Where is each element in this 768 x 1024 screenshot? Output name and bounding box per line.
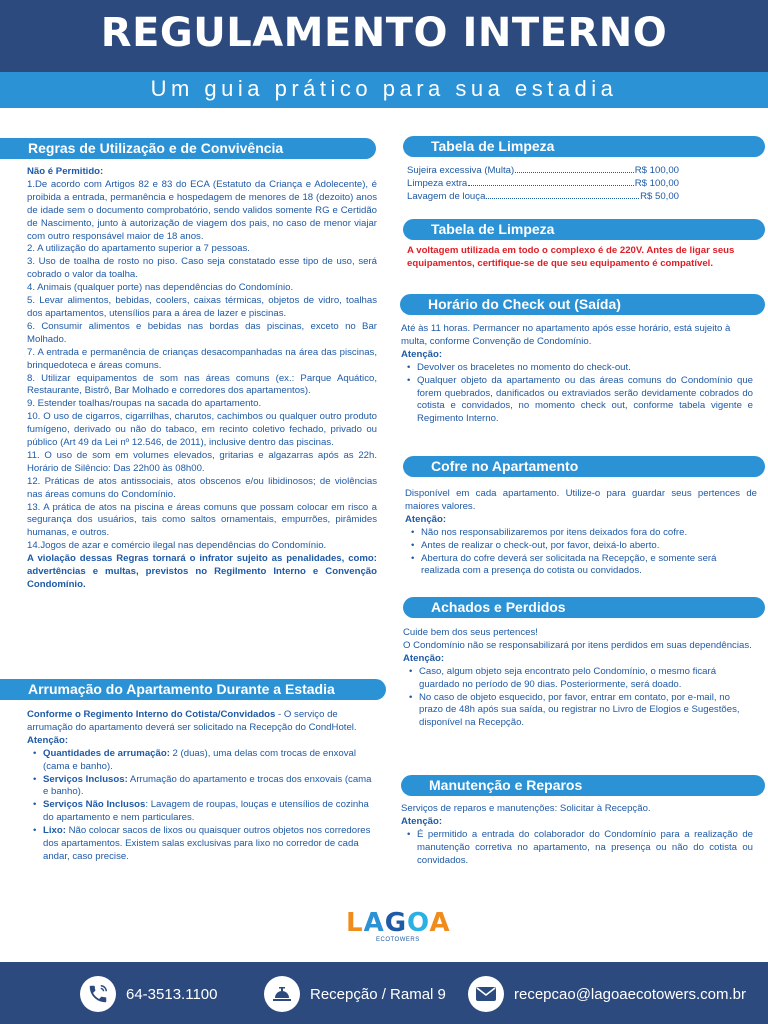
section-heading-limpeza: Tabela de Limpeza: [403, 136, 765, 157]
manutencao-intro: Serviços de reparos e manutenções: Solicitar à Recepção.: [401, 803, 651, 814]
list-item: • No caso de objeto esquecido, por favor, entrar em contato, por e-mail, no prazo de 48h após sua saída, ou registrar no Livro de Elogios e Sugestões, disponível na Recepção.: [403, 692, 755, 731]
list-item: • Serviços Inclusos: Arrumação do apartamento e trocas dos enxovais (cama e banho).: [27, 774, 377, 800]
section-heading-achados: Achados e Perdidos: [403, 597, 765, 618]
cofre-intro: Disponível em cada apartamento. Utilize-o para guardar seus pertences de maiores valores.: [405, 488, 757, 512]
section-heading-checkout: Horário do Check out (Saída): [400, 294, 765, 315]
regra-item: 10. O uso de cigarros, cigarrilhas, charutos, cachimbos ou qualquer outro produto fumígeno, derivado ou não do tabaco, em recinto coletivo fechado, privado ou público (Art 49 da Lei nº 12.546, de 2011), inclusive dentro das piscinas.: [27, 411, 377, 449]
list-item: • É permitido a entrada do colaborador do Condomínio para a realização de manutenção corretiva no apartamento, na presença ou não do cotista ou convidados.: [401, 829, 753, 868]
section-heading-regras: Regras de Utilização e de Convivência: [0, 138, 376, 159]
section-heading-manutencao: Manutenção e Reparos: [401, 775, 765, 796]
atencao-label: Atenção:: [401, 348, 443, 360]
atencao-label: Atenção:: [405, 513, 447, 525]
limpeza-table: [407, 165, 679, 204]
list-item: • Abertura do cofre deverá ser solicitada na Recepção, e somente será realizada com a presença do cotista ou convidados.: [405, 553, 757, 579]
logo-wordmark: LAGOA: [346, 908, 451, 938]
page-subtitle: Um guia prático para sua estadia: [150, 76, 618, 101]
regra-item: 13. A prática de atos na piscina e áreas comuns que possam colocar em risco a segurança dos usuários, tais como saltos ornamentais, empurrões, pirâmides humanas, e outros.: [27, 501, 377, 539]
logo-subtitle: ECOTOWERS: [376, 937, 420, 943]
section-heading-arrumacao: Arrumação do Apartamento Durante a Estadia: [0, 679, 386, 700]
manutencao-block: [401, 803, 753, 868]
list-item: • Quantidades de arrumação: 2 (duas), uma delas com trocas de enxoval (cama e banho).: [27, 748, 377, 774]
voltagem-notice: A voltagem utilizada em todo o complexo é de 220V. Antes de ligar seus equipamentos, certifique-se de que seu equipamento é compatível.: [407, 245, 735, 269]
regra-item: 9. Estender toalhas/roupas na sacada do apartamento.: [27, 398, 262, 410]
checkout-intro: Até às 11 horas. Permancer no apartamento após esse horário, está sujeito à multa, conforme Convenção de Condomínio.: [401, 323, 731, 347]
cofre-block: [405, 488, 757, 578]
footer-phone[interactable]: [80, 976, 217, 1012]
page-title: REGULAMENTO INTERNO: [100, 10, 668, 56]
regras-warning: A violação dessas Regras tornará o infrator sujeito as penalidades, como: advertências e multas, previstos no Regilmento Interno e Convenção Condomínio.: [27, 553, 377, 590]
regra-item: 6. Consumir alimentos e bebidas nas bordas das piscinas, exceto no Bar Molhado.: [27, 320, 377, 345]
regra-item: 1.De acordo com Artigos 82 e 83 do ECA (Estatuto da Criança e Adolecente), é proibida a entrada, permanência e hospedagem de menores de 18 (dezoito) anos de idade sem o documento comprobatório, sendo validos somente RG e Certidão de Nascimento, junto à autorização de viagem dos pais, no caso de menor viajar com outro responsável maior de 18 anos.: [27, 178, 377, 242]
footer-email-text: recepcao@lagoaecotowers.com.br: [514, 985, 747, 1003]
table-row: Sujeira excessiva (Multa) R$ 100,00: [407, 165, 679, 176]
list-item: • Qualquer objeto da apartamento ou das áreas comuns do Condomínio que forem quebrados, danificados ou extraviados serão devidamente cobrados do cotista e convidados, no momento check out, conforme tabela vigente e Regimento Interno.: [401, 375, 753, 427]
list-item: • Serviços Não Inclusos: Lavagem de roupas, louças e utensílios de cozinha do apartamento e nem particulares.: [27, 799, 377, 825]
list-item: • Caso, algum objeto seja encontrato pelo Condomínio, o mesmo ficará guardado no período de 90 dias. Posteriormente, será doado.: [403, 666, 755, 692]
lagoa-logo: [346, 908, 451, 950]
list-item: • Devolver os braceletes no momento do check-out.: [401, 362, 753, 375]
list-item: • Lixo: Não colocar sacos de lixos ou quaisquer outros objetos nos corredores dos apartamentos. Existem salas exclusivas para lixo no corredor de cada andar, caso precise.: [27, 825, 377, 864]
arrumacao-list: [27, 748, 377, 864]
achados-intro-2: O Condomínio não se responsabilizará por itens perdidos em suas dependências.: [403, 639, 752, 651]
header-banner: [0, 0, 768, 72]
envelope-icon: [468, 976, 504, 1012]
checkout-block: [401, 323, 753, 426]
regra-item: 14.Jogos de azar e comércio ilegal nas dependências do Condomínio.: [27, 540, 327, 552]
arrumacao-intro: Conforme o Regimento Interno do Cotista/Convidados - O serviço de arrumação do apartamento deverá ser solicitado na Recepção do CondHotel.: [27, 709, 357, 733]
checkout-list: [401, 362, 753, 427]
manutencao-list: [401, 829, 753, 868]
phone-icon: [80, 976, 116, 1012]
regras-block: [27, 166, 377, 592]
regra-item: 7. A entrada e permanência de crianças desacompanhadas na área das piscinas, brinquedoteca e áreas comuns.: [27, 346, 377, 371]
regra-item: 2. A utilização do apartamento superior a 7 pessoas.: [27, 243, 250, 255]
service-bell-icon: [264, 976, 300, 1012]
regra-item: 11. O uso de som em volumes elevados, gritarias e algazarras após as 22h. Horário de Silêncio: Das 22h00 às 08h00.: [27, 449, 377, 474]
regra-item: 3. Uso de toalha de rosto no piso. Caso seja constatado esse tipo de uso, será cobrado o valor da toalha.: [27, 256, 377, 281]
list-item: • Antes de realizar o check-out, por favor, deixá-lo aberto.: [405, 540, 757, 553]
section-heading-voltagem: Tabela de Limpeza: [403, 219, 765, 240]
regra-item: 5. Levar alimentos, bebidas, coolers, caixas térmicas, objetos de vidro, toalhas dos apartamentos, utensílios para a área de lazer e piscinas.: [27, 295, 377, 319]
achados-list: [403, 666, 755, 731]
atencao-label: Atenção:: [27, 734, 69, 746]
arrumacao-block: [27, 709, 377, 864]
footer-bar: [0, 962, 768, 1024]
subtitle-banner: [0, 72, 768, 108]
footer-phone-text: 64-3513.1100: [126, 985, 218, 1003]
section-heading-cofre: Cofre no Apartamento: [403, 456, 765, 477]
cofre-list: [405, 527, 757, 579]
table-row: Lavagem de louça R$ 50,00: [407, 190, 679, 202]
list-item: • Não nos responsabilizaremos por itens deixados fora do cofre.: [405, 527, 757, 540]
regra-item: 4. Animais (qualquer porte) nas dependências do Condomínio.: [27, 282, 294, 294]
regra-item: 8. Utilizar equipamentos de som nas áreas comuns (ex.: Parque Aquático, Restaurante, Bistrô, Bar Molhado e corredores dos apartamentos).: [27, 372, 377, 397]
table-row: Limpeza extra R$ 100,00: [407, 177, 679, 189]
nao-permitido-label: Não é Permitido:: [27, 166, 104, 177]
footer-email[interactable]: [468, 976, 746, 1012]
footer-reception-text: Recepção / Ramal 9: [310, 985, 446, 1003]
regra-item: 12. Práticas de atos antissociais, atos obscenos e/ou libidinosos; de violências nas áreas comuns do Condomínio.: [27, 475, 377, 500]
achados-intro-1: Cuide bem dos seus pertences!: [403, 627, 538, 638]
atencao-label: Atenção:: [401, 815, 443, 827]
footer-reception: [264, 976, 446, 1012]
achados-block: [403, 627, 755, 730]
atencao-label: Atenção:: [403, 652, 445, 664]
